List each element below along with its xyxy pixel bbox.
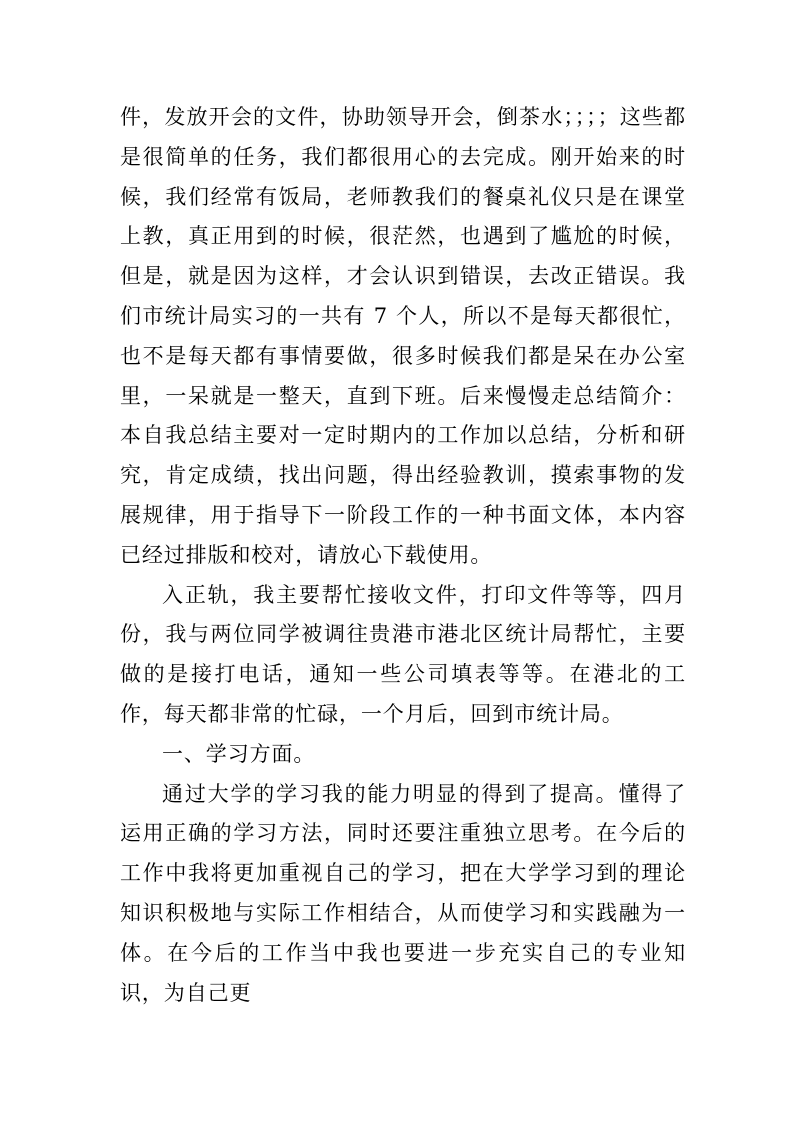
paragraph-1: 件，发放开会的文件，协助领导开会，倒茶水；；；；这些都是很简单的任务，我们都很用心的去完成。刚开始来的时候，我们经常有饭局，老师教我们的餐桌礼仪只是在课堂上教，真正用到的时候，很茫然，也遇到了尴尬的时候，但是，就是因为这样，才会认识到错误，去改正错误。我们市统计局实习的一共有 7 个人，所以不是每天都很忙，也不是每天都有事情要做，很多时候我们都是呆在办公室里，一呆就是一整天，直到下班。后来慢慢走总结简介：本自我总结主要对一定时期内的工作加以总结，分析和研究，肯定成绩，找出问题，得出经验教训，摸索事物的发展规律，用于指导下一阶段工作的一种书面文体，本内容已经过排版和校对，请放心下载使用。: [120, 105, 686, 567]
section-heading-study: 一、学习方面。: [162, 741, 316, 766]
paragraph-2: 入正轨，我主要帮忙接收文件，打印文件等等，四月份，我与两位同学被调往贵港市港北区统计局帮忙，主要做的是接打电话，通知一些公司填表等等。在港北的工作，每天都非常的忙碌，一个月后，回到市统计局。: [120, 582, 686, 726]
document-body: [120, 98, 686, 1013]
paragraph-3: 通过大学的学习我的能力明显的得到了提高。懂得了运用正确的学习方法，同时还要注重独立思考。在今后的工作中我将更加重视自己的学习，把在大学学习到的理论知识积极地与实际工作相结合，从而使学习和实践融为一体。在今后的工作当中我也要进一步充实自己的专业知识，为自己更: [120, 781, 686, 1005]
